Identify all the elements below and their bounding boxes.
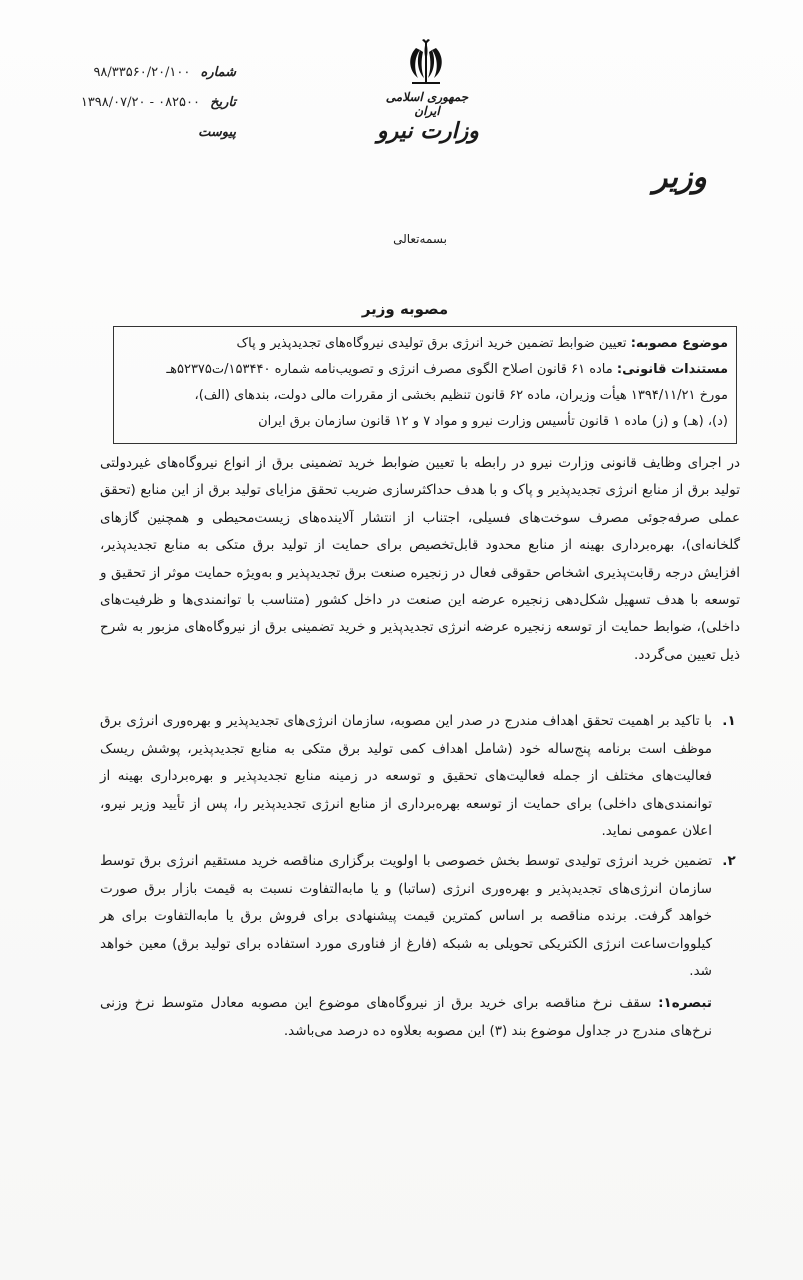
date-label: تاریخ [210,95,236,110]
note-label: تبصره۱: [658,995,712,1011]
page-title: مصوبه وزیر [361,300,449,318]
subject-text: تعیین ضوابط تضمین خرید انرژی برق تولیدی نیروگاه‌های تجدیدپذیر و پاک [236,336,627,351]
minister-text: وزیر [653,160,707,195]
bismillah: بسمه‌تعالی [393,232,447,246]
number-row [36,58,236,88]
date-value: ۱۳۹۸/۰۷/۲۰ - ۰۸۲۵۰۰ [80,95,200,110]
number-label: شماره [200,65,236,80]
clause-number: ۱. [722,713,736,729]
basis-label: مستندات قانونی: [616,362,728,377]
basis-line-1 [122,357,728,383]
attachment-row [36,118,236,148]
list-item [100,848,740,986]
republic-text: جمهوری اسلامی ایران [385,90,469,118]
date-row [36,88,236,118]
note-paragraph [100,990,712,1045]
clause-text: تضمین خرید انرژی تولیدی توسط بخش خصوصی با اولویت برگزاری مناقصه خرید مستقیم انرژی برق توسط سازمان انرژی‌های تجدیدپذیر و بهره‌وری انرژی (ساتبا) و یا مابه‌التفاوت نسبت به قیمت بازار برق صورت خواهد گرفت. برنده مناقصه بر اساس کمترین قیمت پیشنهادی برای فروش برق یا مابه‌التفاوت برای هر کیلووات‌ساعت انرژی الکتریکی تحویلی به شبکه (فارغ از فناوری مورد استفاده برای تولید برق) معین خواهد شد. [100,852,712,980]
attachment-label: پیوست [198,125,236,140]
letter-meta [36,58,236,148]
clause-text: با تاکید بر اهمیت تحقق اهداف مندرج در صدر این مصوبه، سازمان انرژی‌های تجدیدپذیر و بهره‌وری انرژی برق موظف است برنامه پنج‌ساله خود (شامل اهداف کمی تولید برق متکی به منابع تجدیدپذیر، پوشش ریسک فعالیت‌های مختلف از جمله فعالیت‌های تحقیق و توسعه در زمینه منابع تجدیدپذیر و بهره‌برداری بهینه از توانمندی‌های داخلی) برای حمایت از توسعه بهره‌برداری از منابع انرژی تجدیدپذیر را، پس از تأیید وزیر نیرو، اعلان عمومی نماید. [100,713,712,840]
number-value: ۹۸/۳۳۵۶۰/۲۰/۱۰۰ [93,65,191,80]
basis-line-2: مورخ ۱۳۹۴/۱۱/۲۱ هیأت وزیران، ماده ۶۲ قانون تنظیم بخشی از مقررات مالی دولت، بندهای (الف)، [194,388,728,403]
subject-line [122,331,728,357]
clause-list [100,708,740,988]
intro-paragraph: در اجرای وظایف قانونی وزارت نیرو در رابطه با تعیین ضوابط خرید تضمینی برق از انواع نیروگاه‌های غیردولتی تولید برق از منابع انرژی تجدیدپذیر و پاک و با هدف حداکثرسازی ضریب تحقق مزایای تولید برق از این منابع (تحقق عملی صرفه‌جوئی مصرف سوخت‌های فسیلی، اجتناب از انتشار آلاینده‌های زیست‌محیطی و همچنین گازهای گلخانه‌ای)، بهره‌برداری بهینه از منابع محدود قابل‌تخصیص برای حمایت از تولید برق متکی به منابع تجدیدپذیر، افزایش درجه رقابت‌پذیری اشخاص حقوقی فعال در زنجیره صنعت برق تجدیدپذیر و به‌ویژه حمایت موثر از تحقیق و توسعه با هدف تسهیل شکل‌دهی زنجیره عرضه این صنعت در داخل کشور (متناسب با توانمندی‌ها و ظرفیت‌های داخلی)، ضوابط حمایت از توسعه زنجیره عرضه انرژی تجدیدپذیر و خرید تضمینی برق از نیروگاه‌های مزبور به شرح ذیل تعیین می‌گردد. [100,455,740,663]
subject-box [113,326,737,444]
ministry-text: وزارت نیرو [377,118,479,144]
iran-emblem-icon [398,38,454,90]
basis-text-1: ماده ۶۱ قانون اصلاح الگوی مصرف انرژی و تصویب‌نامه شماره ۱۵۳۴۴۰/ت۵۲۳۷۵هـ [166,362,613,377]
note-text: سقف نرخ مناقصه برای خرید برق از نیروگاه‌های موضوع این مصوبه معادل متوسط نرخ وزنی نرخ‌های مندرج در جداول موضوع بند (۳) این مصوبه بعلاوه ده درصد می‌باشد. [100,995,712,1039]
subject-label: موضوع مصوبه: [630,336,728,351]
basis-line-3: (د)، (هـ) و (ز) ماده ۱ قانون تأسیس وزارت نیرو و مواد ۷ و ۱۲ قانون سازمان برق ایران [258,414,728,429]
clause-number: ۲. [722,852,736,869]
list-item [100,708,740,846]
